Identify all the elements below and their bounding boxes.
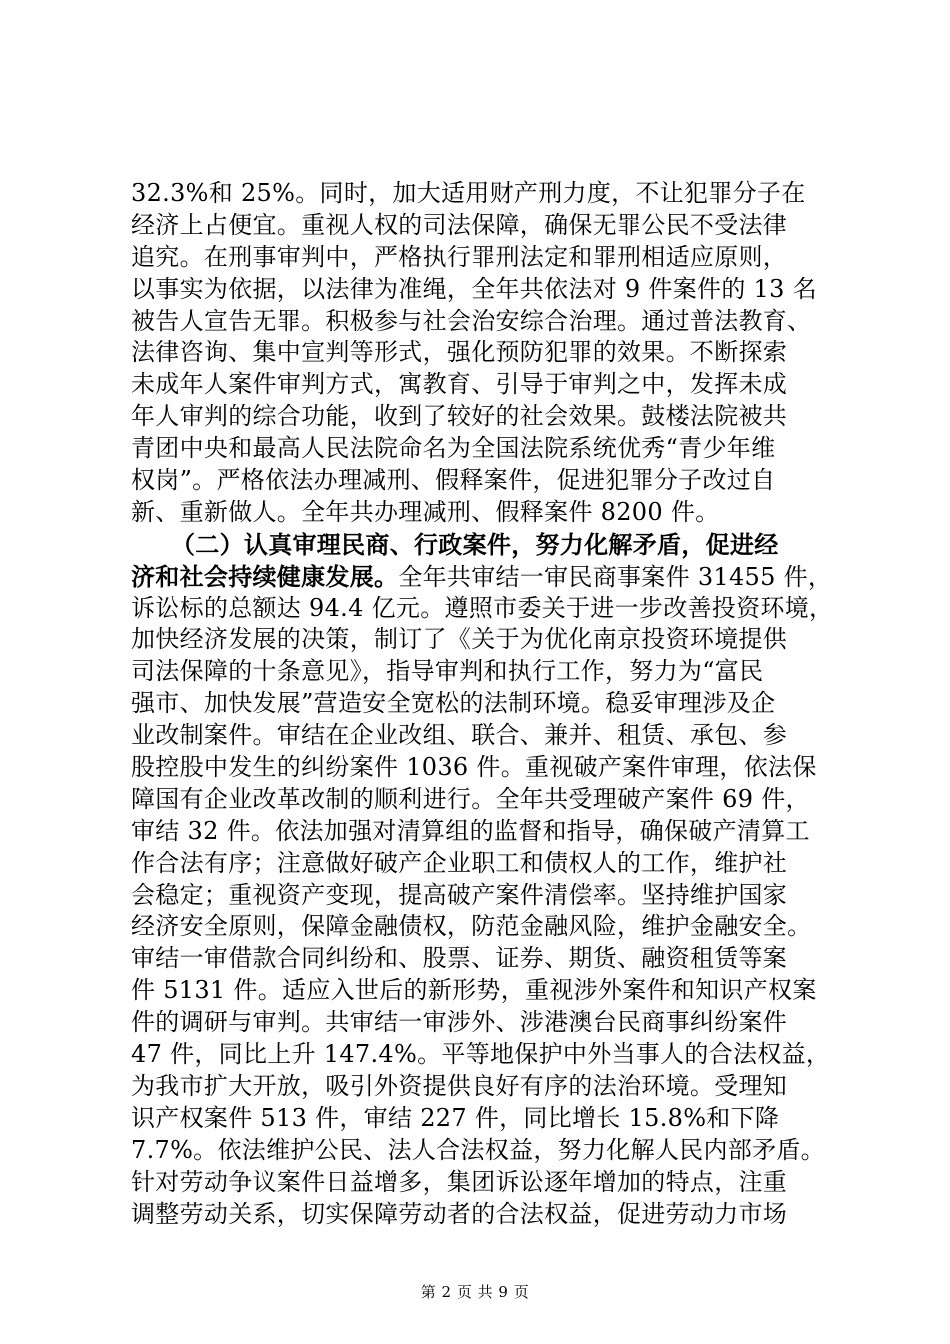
section-heading-tail: 济和社会持续健康发展。 — [131, 561, 399, 591]
text-line: 障国有企业改革改制的顺利进行。全年共受理破产案件 69 件， — [131, 784, 810, 813]
section-heading-continued — [131, 561, 831, 593]
text-line: 强市、加快发展”营造安全宽松的法制环境。稳妥审理涉及企 — [131, 689, 776, 718]
text-line: 审结一审借款合同纠纷和、股票、证券、期货、融资租赁等案 — [131, 944, 788, 973]
text-line: 年人审判的综合功能，收到了较好的社会效果。鼓楼法院被共 — [131, 402, 788, 431]
text-line: 调整劳动关系，切实保障劳动者的合法权益，促进劳动力市场 — [131, 1199, 788, 1228]
text-line: 47 件，同比上升 147.4%。平等地保护中外当事人的合法权益， — [131, 1040, 831, 1069]
text-line: 针对劳动争议案件日益增多，集团诉讼逐年增加的特点，注重 — [131, 1167, 788, 1196]
text-line: 业改制案件。审结在企业改组、联合、兼并、租赁、承包、参 — [131, 721, 788, 750]
text-line: 作合法有序；注意做好破产企业职工和债权人的工作，维护社 — [131, 848, 788, 877]
text-line: 件 5131 件。适应入世后的新形势，重视涉外案件和知识产权案 — [131, 976, 817, 1005]
text-line: 7.7%。依法维护公民、法人合法权益，努力化解人民内部矛盾。 — [131, 1135, 825, 1164]
text-line: 为我市扩大开放，吸引外资提供良好有序的法治环境。受理知 — [131, 1071, 788, 1100]
text-line: 会稳定；重视资产变现，提高破产案件清偿率。坚持维护国家 — [131, 880, 788, 909]
text-line: 审结 32 件。依法加强对清算组的监督和指导，确保破产清算工 — [131, 816, 810, 845]
text-line: 股控股中发生的纠纷案件 1036 件。重视破产案件审理，依法保 — [131, 753, 817, 782]
text-line: 识产权案件 513 件，审结 227 件，同比增长 15.8%和下降 — [131, 1103, 780, 1132]
text-line: 法律咨询、集中宣判等形式，强化预防犯罪的效果。不断探索 — [131, 338, 788, 367]
text-line: 未成年人案件审判方式，寓教育、引导于审判之中，发挥未成 — [131, 370, 788, 399]
text-line: 新、重新做人。全年共办理减刑、假释案件 8200 件。 — [131, 497, 720, 526]
text-line: 32.3%和 25%。同时，加大适用财产刑力度，不让犯罪分子在 — [131, 179, 806, 207]
text-line: 件的调研与审判。共审结一审涉外、涉港澳台民商事纠纷案件 — [131, 1008, 788, 1037]
text-line: 以事实为依据，以法律为准绳，全年共依法对 9 件案件的 13 名 — [131, 274, 817, 303]
page-footer: 第 2 页 共 9 页 — [420, 1283, 530, 1301]
section-heading: （二）认真审理民商、行政案件，努力化解矛盾，促进经 — [171, 529, 779, 559]
text-line-fragment: 全年共审结一审民商事案件 31455 件， — [398, 562, 833, 591]
body-text — [131, 178, 834, 1230]
text-line: 诉讼标的总额达 94.4 亿元。遵照市委关于进一步改善投资环境， — [131, 593, 834, 622]
text-line: 经济上占便宜。重视人权的司法保障，确保无罪公民不受法律 — [131, 210, 788, 239]
text-line: 追究。在刑事审判中，严格执行罪刑法定和罪刑相适应原则， — [131, 242, 788, 271]
text-line: 司法保障的十条意见》，指导审判和执行工作，努力为“富民 — [131, 657, 764, 686]
text-line: 权岗”。严格依法办理减刑、假释案件，促进犯罪分子改过自 — [131, 466, 776, 495]
text-line: 青团中央和最高人民法院命名为全国法院系统优秀“青少年维 — [131, 434, 776, 463]
text-line: 被告人宣告无罪。积极参与社会治安综合治理。通过普法教育、 — [131, 306, 812, 335]
text-line: 加快经济发展的决策，制订了《关于为优化南京投资环境提供 — [131, 625, 788, 654]
text-line: 经济安全原则，保障金融债权，防范金融风险，维护金融安全。 — [131, 912, 812, 941]
